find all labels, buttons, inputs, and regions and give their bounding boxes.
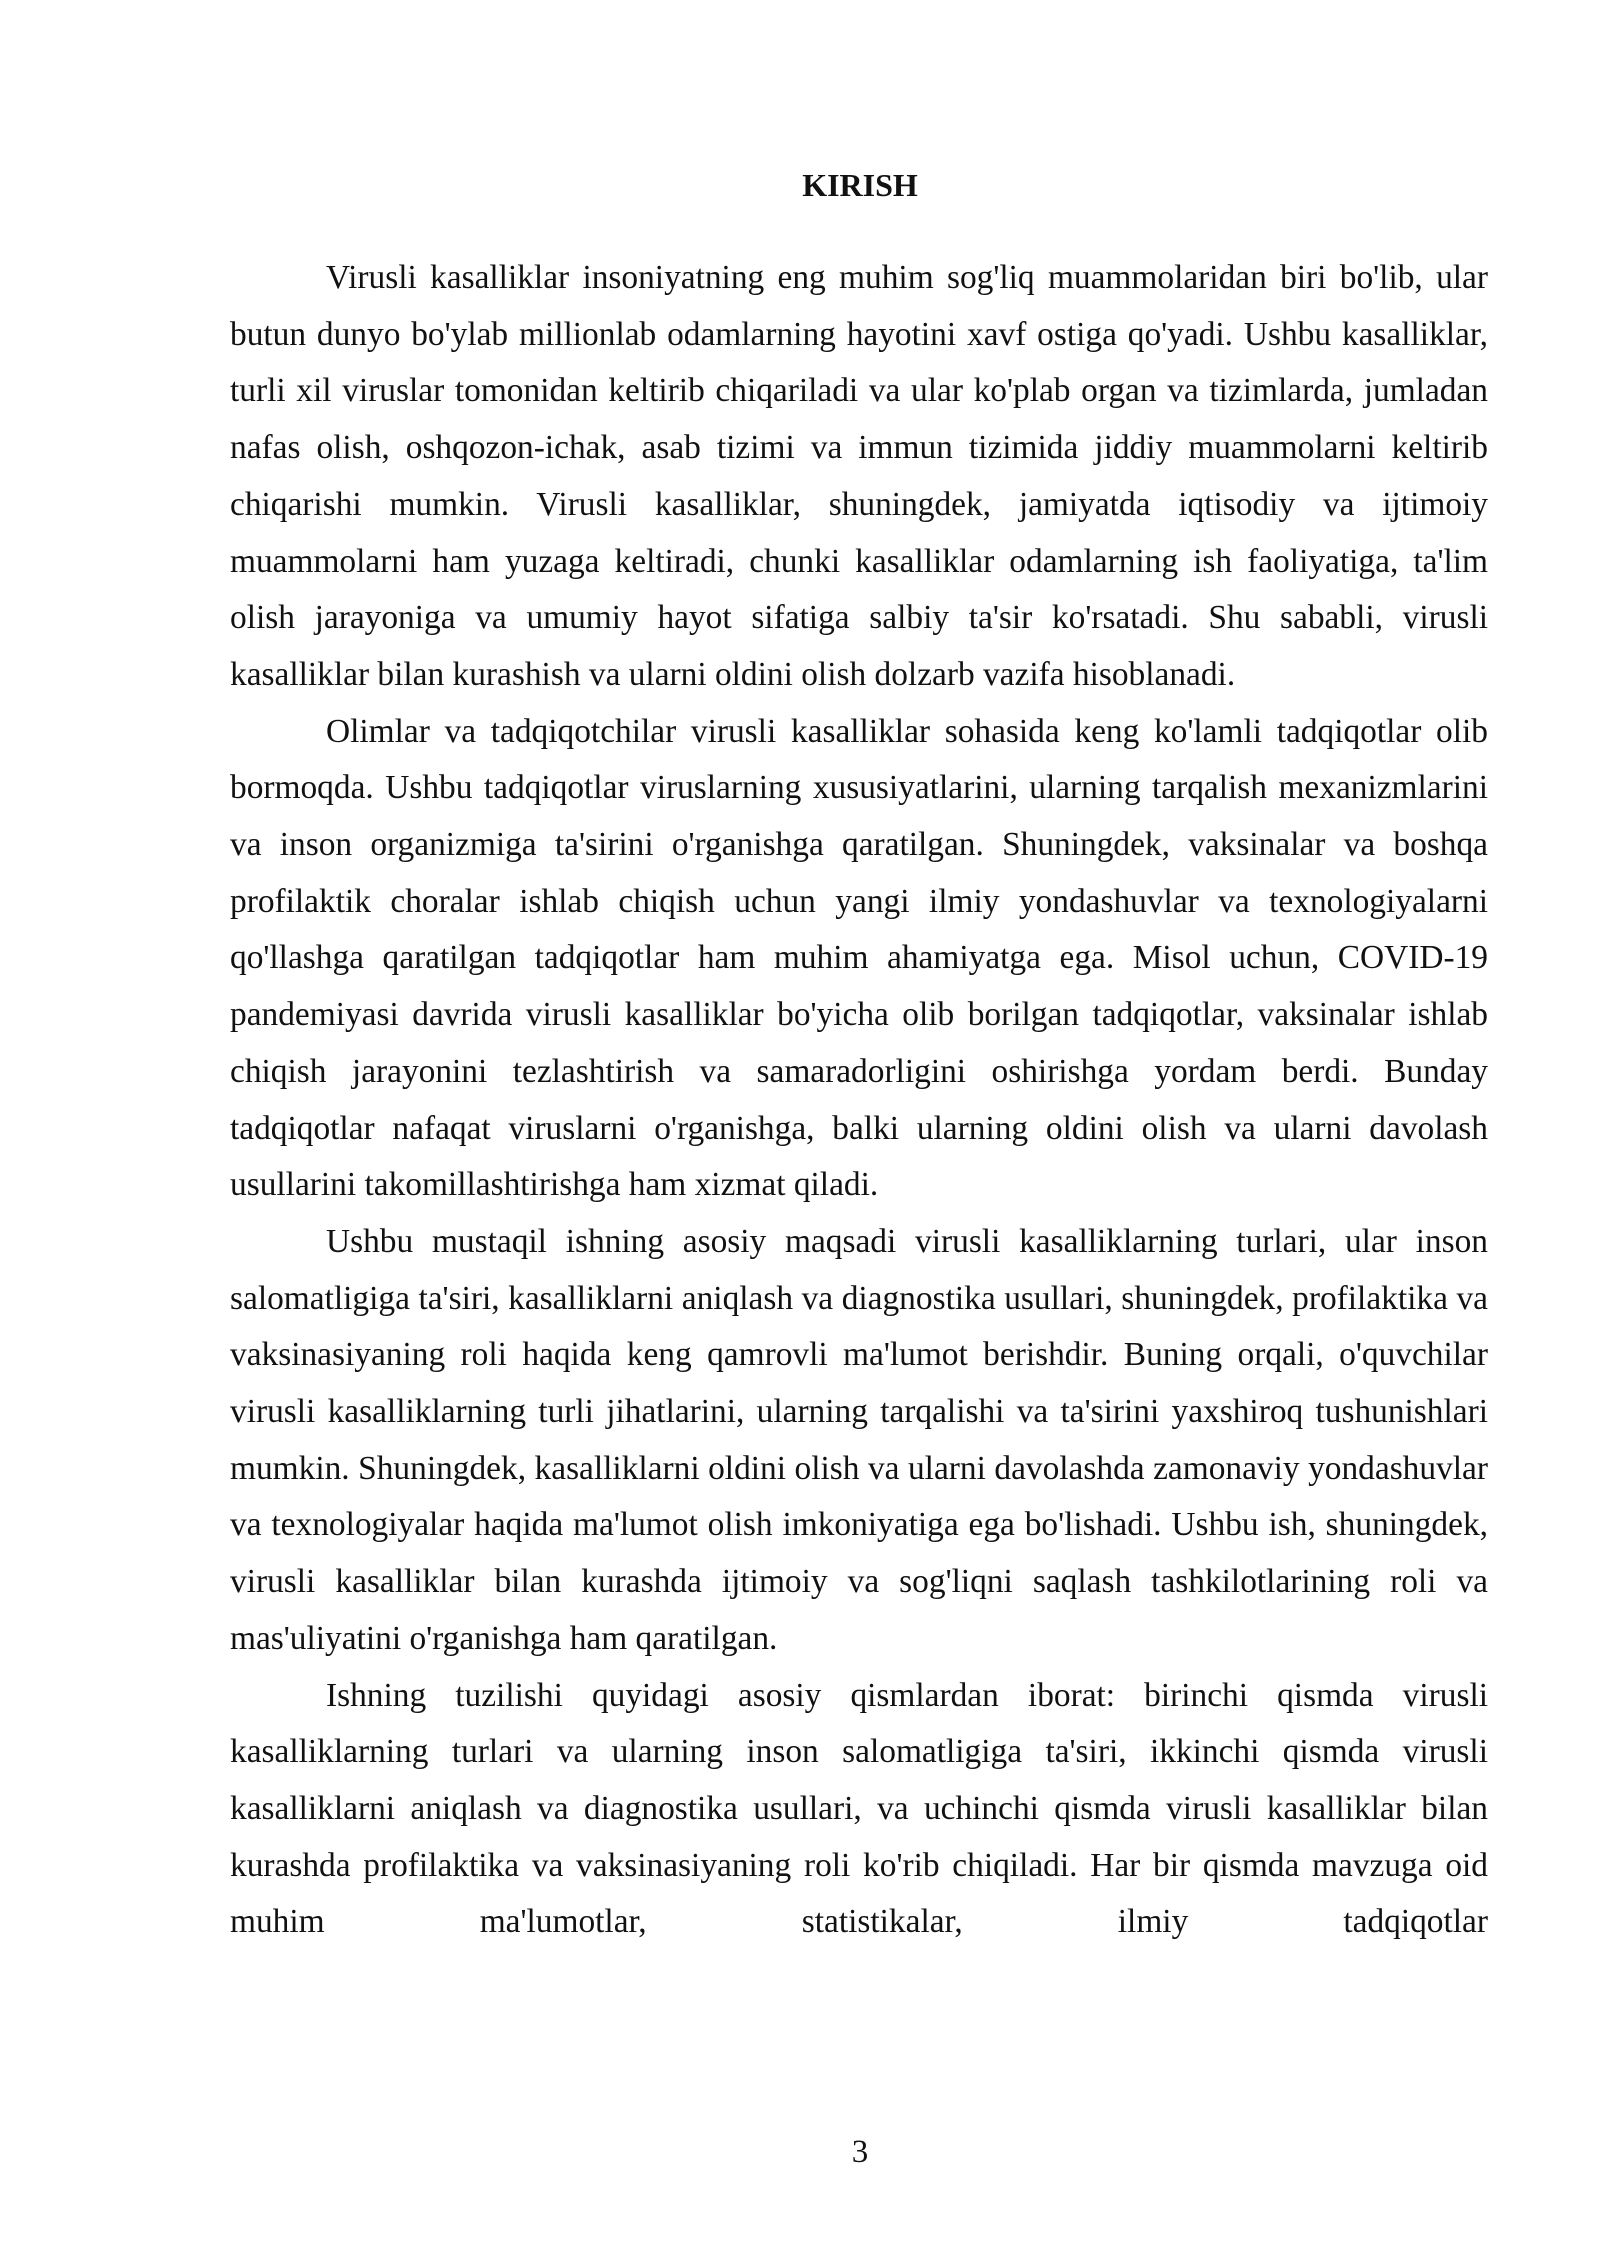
paragraph-1: Virusli kasalliklar insoniyatning eng muhim sog'liq muammolaridan biri bo'lib, ular butun dunyo bo'ylab millionlab odamlarning hayotini xavf ostiga qo'yadi. Ushbu kasalliklar, turli xil viruslar tomonidan keltirib chiqariladi va ular ko'plab organ va tizimlarda, jumladan nafas olish, oshqozon-ichak, asab tizimi va immun tizimida jiddiy muammolarni keltirib chiqarishi mumkin. Virusli kasalliklar, shuningdek, jamiyatda iqtisodiy va ijtimoiy muammolarni ham yuzaga keltiradi, chunki kasalliklar odamlarning ish faoliyatiga, ta'lim olish jarayoniga va umumiy hayot sifatiga salbiy ta'sir ko'rsatadi. Shu sababli, virusli kasalliklar bilan kurashish va ularni oldini olish dolzarb vazifa hisoblanadi. <box>230 259 1488 693</box>
paragraph-4: Ishning tuzilishi quyidagi asosiy qismlardan iborat: birinchi qismda virusli kasalliklarning turlari va ularning inson salomatligiga ta'siri, ikkinchi qismda virusli kasalliklarni aniqlash va diagnostika usullari, va uchinchi qismda virusli kasalliklar bilan kurashda profilaktika va vaksinasiyaning roli ko'rib chiqiladi. Har bir qismda mavzuga oid muhim ma'lumotlar, statistikalar, ilmiy tadqiqotlar <box>230 1676 1488 1941</box>
body-text <box>230 250 1488 1951</box>
page-title: KIRISH <box>802 167 918 203</box>
page-number: 3 <box>851 2134 869 2170</box>
paragraph-3: Ushbu mustaqil ishning asosiy maqsadi virusli kasalliklarning turlari, ular inson salomatligiga ta'siri, kasalliklarni aniqlash va diagnostika usullari, shuningdek, profilaktika va vaksinasiyaning roli haqida keng qamrovli ma'lumot berishdir. Buning orqali, o'quvchilar virusli kasalliklarning turli jihatlarini, ularning tarqalishi va ta'sirini yaxshiroq tushunishlari mumkin. Shuningdek, kasalliklarni oldini olish va ularni davolashda zamonaviy yondashuvlar va texnologiyalar haqida ma'lumot olish imkoniyatiga ega bo'lishadi. Ushbu ish, shuningdek, virusli kasalliklar bilan kurashda ijtimoiy va sog'liqni saqlash tashkilotlarining roli va mas'uliyatini o'rganishga ham qaratilgan. <box>230 1222 1488 1657</box>
paragraph-2: Olimlar va tadqiqotchilar virusli kasalliklar sohasida keng ko'lamli tadqiqotlar olib bormoqda. Ushbu tadqiqotlar viruslarning xususiyatlarini, ularning tarqalish mexanizmlarini va inson organizmiga ta'sirini o'rganishga qaratilgan. Shuningdek, vaksinalar va boshqa profilaktik choralar ishlab chiqish uchun yangi ilmiy yondashuvlar va texnologiyalarni qo'llashga qaratilgan tadqiqotlar ham muhim ahamiyatga ega. Misol uchun, COVID-19 pandemiyasi davrida virusli kasalliklar bo'yicha olib borilgan tadqiqotlar, vaksinalar ishlab chiqish jarayonini tezlashtirish va samaradorligini oshirishga yordam berdi. Bunday tadqiqotlar nafaqat viruslarni o'rganishga, balki ularning oldini olish va ularni davolash usullarini takomillashtirishga ham xizmat qiladi. <box>230 712 1488 1204</box>
